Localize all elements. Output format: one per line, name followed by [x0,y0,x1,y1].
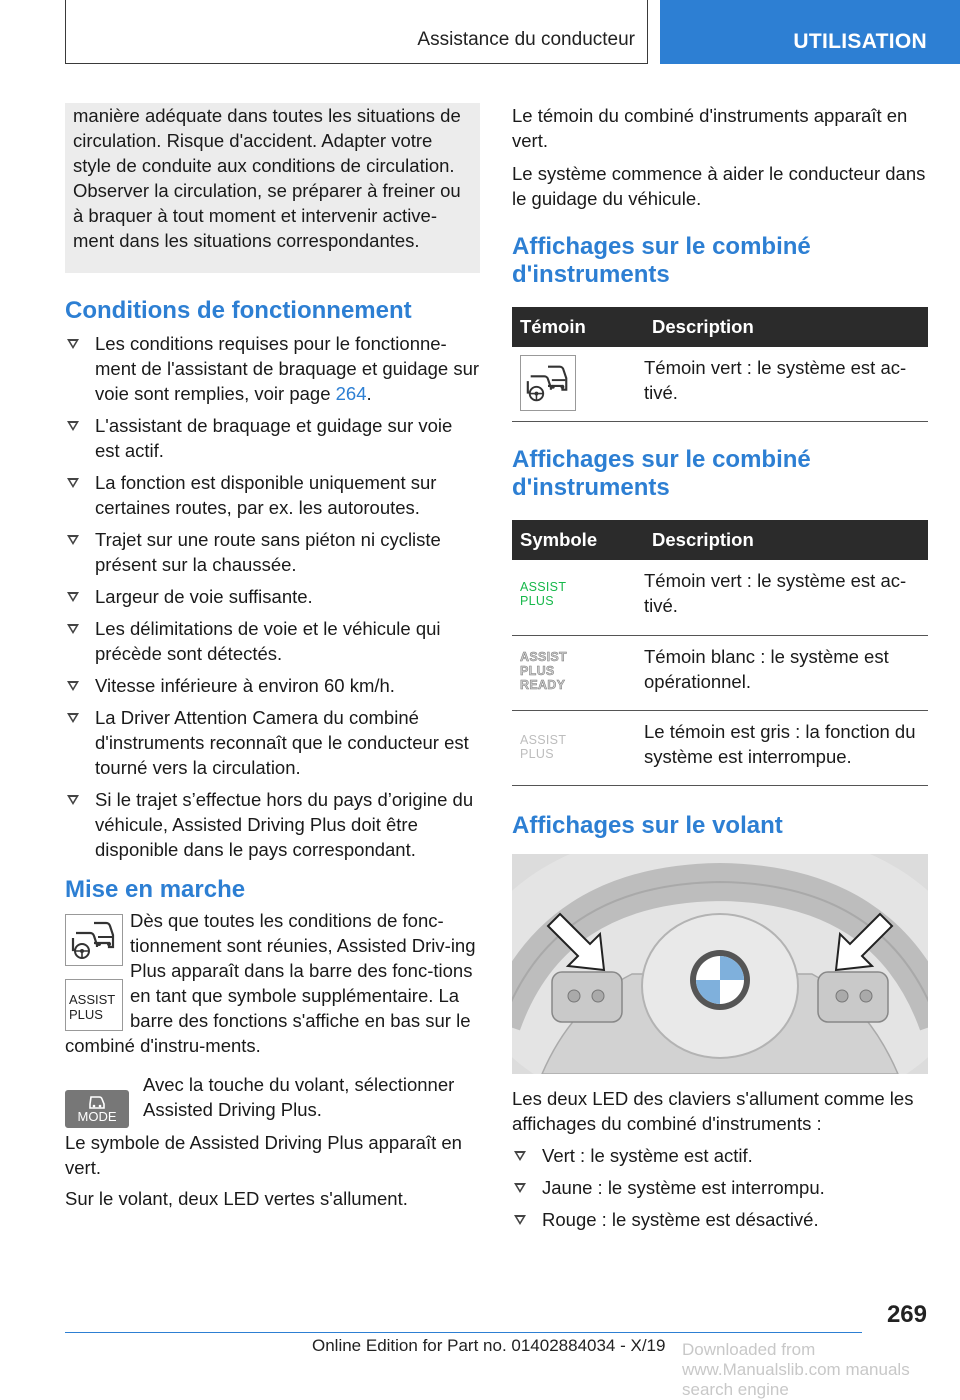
table-cell-description: Le témoin est gris : la fonction du système est interrompue. [644,710,928,785]
bullet-triangle-icon [67,795,79,805]
table-row [512,560,928,635]
mise-text-flow: combiné d'instru-ments. [65,1035,261,1056]
mode-text: Avec la touche du volant, sélectionner Assisted Driving Plus. [143,1074,455,1120]
page-link[interactable]: 264 [335,383,367,404]
bullet-triangle-icon [67,339,79,349]
watermark: Downloaded from www.Manualslib.com manuals search engine [682,1340,910,1399]
table-row [512,635,928,710]
list-item: Les conditions requises pour le fonctionne-ment de l'assistant de braquage et guidage sur voie sont remplies, voir page 264. [65,331,480,406]
heading-cluster-2: Affichages sur le combiné d'instruments [512,446,811,501]
list-item: Si le trajet s’effectue hors du pays d’origine du véhicule, Assisted Driving Plus doit être disponible dans le pays correspondant. [65,787,480,862]
table-header-cell: Description [644,307,928,347]
assist-plus-ready-symbol: ASSIST PLUS READY [520,649,567,692]
indicator-table [512,307,928,422]
page-number: 269 [886,1301,927,1328]
paragraph-indicator-green: Le témoin du combiné d'instruments apparaît en vert. [512,105,908,151]
list-item: Vitesse inférieure à environ 60 km/h. [65,673,480,698]
table-cell-description: Témoin vert : le système est ac-tivé. [644,347,928,422]
bullet-triangle-icon [67,681,79,691]
bullet-triangle-icon [514,1151,526,1161]
paragraph-green-symbol: Le symbole de Assisted Driving Plus apparaît en vert. [65,1132,462,1178]
list-item: L'assistant de braquage et guidage sur voie est actif. [65,413,480,463]
steering-assist-icon [520,355,576,411]
bullet-triangle-icon [514,1183,526,1193]
header-section-box [65,0,648,64]
mode-block [65,1072,480,1124]
list-item: Vert : le système est actif. [512,1143,928,1168]
paragraph-system-helps: Le système commence à aider le conducteur dans le guidage du véhicule. [512,163,926,209]
list-item: La fonction est disponible uniquement sur certaines routes, par ex. les autoroutes. [65,470,480,520]
list-item: Largeur de voie suffisante. [65,584,480,609]
bullet-triangle-icon [67,421,79,431]
warning-box [65,103,480,273]
mise-text-wrap [65,908,480,1033]
bullet-triangle-icon [67,478,79,488]
table-header-cell: Description [644,520,928,560]
mise-block [65,908,480,1058]
symbol-table [512,520,928,786]
bullet-triangle-icon [67,535,79,545]
mise-text: Dès que toutes les conditions de fonc-tionnement sont réunies, Assisted Driv-ing Plus apparaît dans la barre des fonc-tions en tant que symbole supplémentaire. La barre des fonctions s'affiche en bas sur le [130,910,476,1031]
right-column [512,103,928,1239]
section-title: Assistance du conducteur [417,29,635,50]
header-chapter-box [660,0,960,64]
bullet-triangle-icon [67,713,79,723]
assist-plus-icon: ASSIST PLUS [65,979,123,1031]
leds-list [512,1143,928,1232]
conditions-heading: Conditions de fonctionnement [65,297,412,324]
mode-button-icon: MODE [65,1090,129,1128]
list-item: Trajet sur une route sans piéton ni cycliste présent sur la chaussée. [65,527,480,577]
list-item: Jaune : le système est interrompu. [512,1175,928,1200]
edition-text: Online Edition for Part no. 01402884034 - X/19 [312,1336,666,1355]
footer-divider [65,1332,862,1333]
assist-plus-grey-symbol: ASSIST PLUS [520,732,567,761]
steering-wheel-image [512,854,928,1074]
table-header-cell: Symbole [512,520,644,560]
warning-text: manière adéquate dans toutes les situations de circulation. Risque d'accident. Adapter votre style de conduite aux conditions de circulation. Observer la circulation, se préparer à freiner ou à braquer à tout moment et intervenir active-ment dans les situations correspondantes. [73,105,461,251]
bullet-triangle-icon [67,624,79,634]
heading-steering-wheel: Affichages sur le volant [512,811,783,839]
leds-text: Les deux LED des claviers s'allument comme les affichages du combiné d'instruments : [512,1087,914,1134]
heading-cluster-1: Affichages sur le combiné d'instruments [512,233,811,288]
steering-assist-icon [65,914,123,966]
table-cell-description: Témoin blanc : le système est opérationnel. [644,635,928,710]
bullet-triangle-icon [514,1215,526,1225]
assist-plus-green-symbol: ASSIST PLUS [520,580,567,608]
table-row [512,710,928,785]
table-row [512,347,928,422]
list-item: Rouge : le système est désactivé. [512,1207,928,1232]
icon-stack [65,914,123,1031]
paragraph-leds: Sur le volant, deux LED vertes s'allument. [65,1188,408,1209]
conditions-list [65,331,480,862]
table-cell-description: Témoin vert : le système est ac-tivé. [644,560,928,635]
left-column [65,103,480,1211]
mise-heading: Mise en marche [65,876,246,903]
bullet-triangle-icon [67,592,79,602]
list-item: Les délimitations de voie et le véhicule qui précède sont détectés. [65,616,480,666]
list-item: La Driver Attention Camera du combiné d'instruments reconnaît que le conducteur est tourné vers la circulation. [65,705,480,780]
chapter-title: UTILISATION [793,30,927,53]
table-header-cell: Témoin [512,307,644,347]
